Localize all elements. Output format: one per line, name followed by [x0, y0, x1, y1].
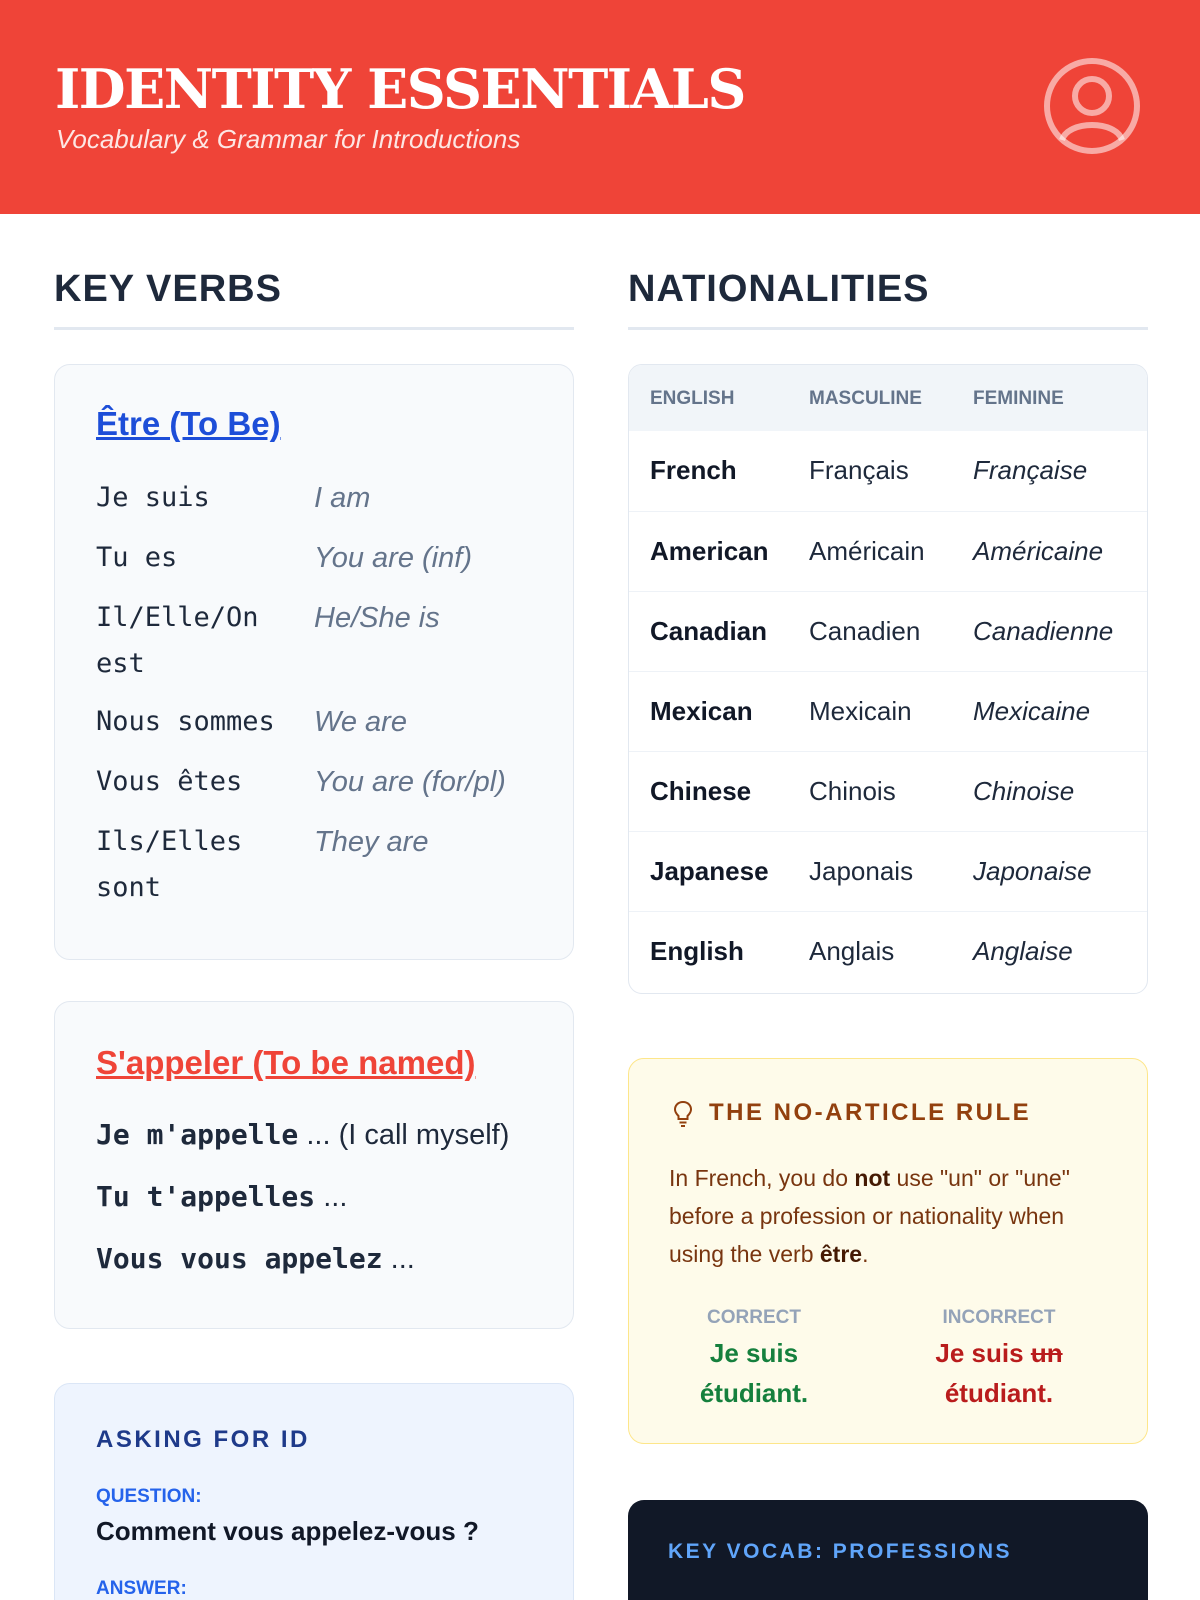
cell-feminine: Américaine	[973, 536, 1104, 566]
sappeler-row	[96, 1180, 347, 1214]
table-row	[629, 751, 1148, 831]
table-row	[629, 511, 1148, 591]
question-label: QUESTION:	[96, 1486, 202, 1507]
vocab-title: KEY VOCAB: PROFESSIONS	[668, 1540, 1012, 1563]
table-row	[629, 431, 1148, 511]
cell-english: Mexican	[650, 696, 753, 726]
sappeler-fr: Tu t'appelles	[96, 1180, 316, 1213]
conjugation-fr: Tu es	[96, 542, 178, 573]
etre-card	[54, 364, 574, 960]
rule-emphasis-verb: être	[819, 1241, 863, 1267]
nationalities-heading: NATIONALITIES	[628, 268, 1148, 330]
question-text: Comment vous appelez-vous ?	[96, 1516, 479, 1546]
struck-article: un	[1030, 1338, 1063, 1368]
correct-example	[654, 1307, 854, 1413]
cell-masculine: Chinois	[809, 776, 896, 806]
cell-masculine: Japonais	[809, 856, 914, 886]
asking-for-id-title: ASKING FOR ID	[96, 1426, 310, 1453]
conjugation-fr: Ils/Elles sont	[96, 826, 243, 903]
column-header-feminine: FEMININE	[973, 388, 1064, 409]
etre-title[interactable]: Être (To Be)	[96, 405, 281, 442]
column-header-masculine: MASCULINE	[809, 388, 922, 409]
conjugation-fr: Il/Elle/On est	[96, 602, 259, 679]
conjugation-fr: Vous êtes	[96, 766, 243, 797]
cell-masculine: Anglais	[809, 936, 895, 966]
user-circle-icon	[1042, 56, 1142, 156]
cell-feminine: Chinoise	[973, 776, 1075, 806]
sappeler-title[interactable]: S'appeler (To be named)	[96, 1044, 476, 1081]
sappeler-fr: Vous vous appelez	[96, 1242, 383, 1275]
sappeler-card	[54, 1001, 574, 1329]
sappeler-row	[96, 1118, 509, 1152]
conjugation-fr: Je suis	[96, 482, 210, 513]
cell-english: Chinese	[650, 776, 752, 806]
table-row	[629, 831, 1148, 911]
page-header	[0, 0, 1200, 214]
cell-feminine: Anglaise	[973, 936, 1073, 966]
cell-english: French	[650, 455, 737, 485]
sappeler-gloss: ... (I call myself)	[306, 1119, 510, 1151]
incorrect-label: INCORRECT	[942, 1307, 1056, 1328]
table-row	[629, 591, 1148, 671]
asking-for-id-card	[54, 1383, 574, 1600]
sappeler-fr: Je m'appelle	[96, 1118, 299, 1151]
cell-feminine: Française	[973, 455, 1088, 485]
page-subtitle: Vocabulary & Grammar for Introductions	[56, 124, 521, 154]
page-title: IDENTITY ESSENTIALS	[55, 57, 745, 121]
answer-label: ANSWER:	[96, 1578, 187, 1599]
conjugation-en: I am	[314, 482, 371, 514]
sappeler-row	[96, 1242, 415, 1276]
conjugation-en: He/She is	[314, 602, 440, 634]
cell-feminine: Japonaise	[973, 856, 1092, 886]
sappeler-gloss: ...	[390, 1243, 415, 1275]
cell-feminine: Mexicaine	[973, 696, 1091, 726]
cell-english: American	[650, 536, 769, 566]
conjugation-en: You are (inf)	[314, 542, 472, 574]
correct-sentence: Je suis étudiant.	[699, 1338, 809, 1408]
lightbulb-icon	[671, 1099, 695, 1129]
nationalities-table	[628, 364, 1148, 994]
cell-english: Canadian	[650, 616, 768, 646]
table-header	[629, 365, 1148, 431]
rule-description: In French, you do not use "un" or "une" before a profession or nationality when using the verb être.	[669, 1165, 1070, 1267]
cell-feminine: Canadienne	[973, 616, 1114, 646]
conjugation-fr: Nous sommes	[96, 706, 275, 737]
vocab-professions-card	[628, 1500, 1148, 1600]
incorrect-example	[899, 1307, 1099, 1413]
correct-label: CORRECT	[707, 1307, 801, 1328]
cell-english: Japanese	[650, 856, 769, 886]
cell-masculine: Français	[809, 455, 909, 485]
cell-masculine: Américain	[809, 536, 925, 566]
rule-title: THE NO-ARTICLE RULE	[709, 1099, 1032, 1126]
cell-masculine: Canadien	[809, 616, 921, 646]
conjugation-en: They are	[314, 826, 429, 858]
sappeler-gloss: ...	[323, 1181, 348, 1213]
column-header-english: ENGLISH	[650, 388, 735, 409]
table-row	[629, 671, 1148, 751]
cell-english: English	[650, 936, 744, 966]
conjugation-en: We are	[314, 706, 407, 738]
conjugation-en: You are (for/pl)	[314, 766, 506, 798]
rule-emphasis-not: not	[854, 1165, 891, 1191]
table-row	[629, 911, 1148, 991]
cell-masculine: Mexicain	[809, 696, 912, 726]
incorrect-sentence: Je suis un étudiant.	[935, 1338, 1063, 1408]
no-article-rule-card	[628, 1058, 1148, 1444]
key-verbs-heading: KEY VERBS	[54, 268, 574, 330]
